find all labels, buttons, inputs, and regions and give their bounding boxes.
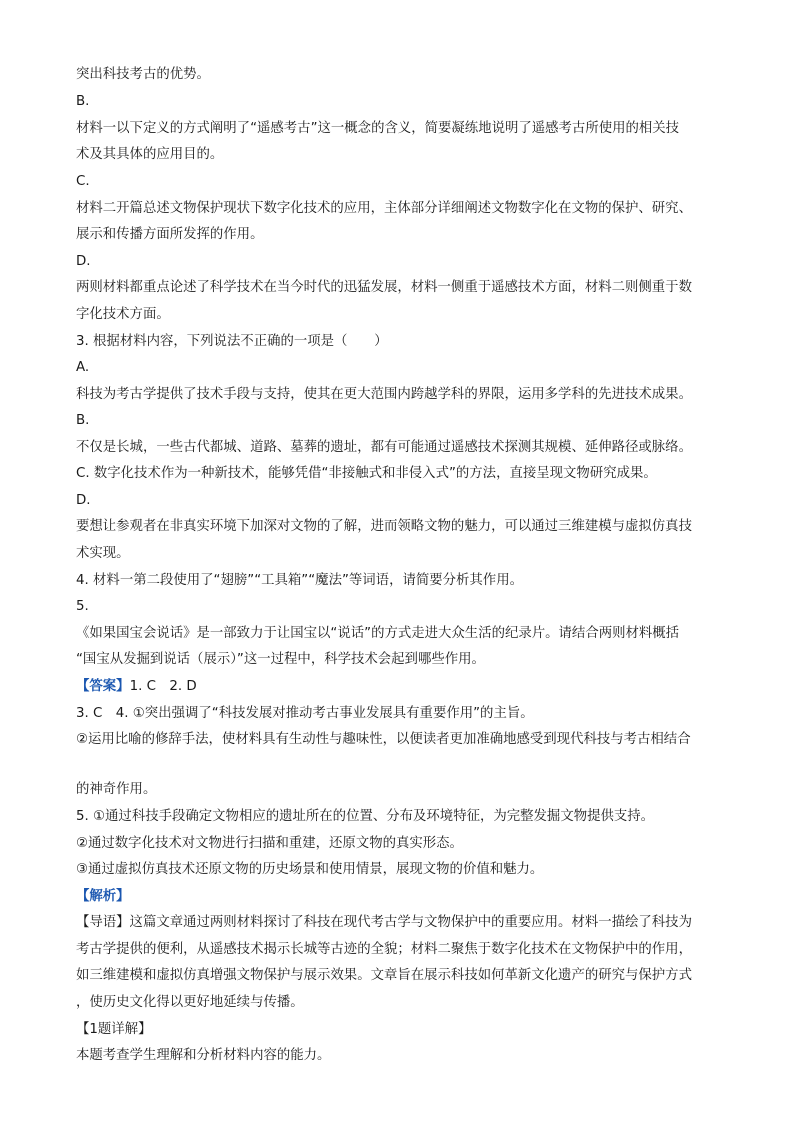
text-line: 字化技术方面。 <box>76 307 170 322</box>
option-label: D. <box>76 254 91 269</box>
answer-text: 1. C 2. D <box>129 679 197 694</box>
text-line: 两则材料都重点论述了科学技术在当今时代的迅猛发展，材料一侧重于遥感技术方面，材料二则侧重于数 <box>76 280 692 295</box>
option-label: A. <box>76 360 90 375</box>
answer-line: 5. ①通过科技手段确定文物相应的遗址所在的位置、分布及环境特征，为完整发掘文物提供支持。 <box>76 809 655 824</box>
text-line: 不仅是长城，一些古代都城、道路、墓葬的遗址，都有可能通过遥感技术探测其规模、延伸路径或脉络。 <box>76 440 692 455</box>
text-line: 术及其具体的应用目的。 <box>76 147 224 162</box>
guide-line: 【导语】这篇文章通过两则材料探讨了科技在现代考古学与文物保护中的重要应用。材料一描绘了科技为 <box>76 915 692 930</box>
text-line: 术实现。 <box>76 546 130 561</box>
option-label: D. <box>76 493 91 508</box>
answer-line: 的神奇作用。 <box>76 782 157 797</box>
question-3: 3. 根据材料内容，下列说法不正确的一项是（ ） <box>76 334 388 349</box>
option-label: C. <box>76 174 90 189</box>
answer-line: ②通过数字化技术对文物进行扫描和重建，还原文物的真实形态。 <box>76 836 463 851</box>
analysis-label: 【解析】 <box>76 889 130 904</box>
answer-line: 3. C 4. ①突出强调了“科技发展对推动考古事业发展具有重要作用”的主旨。 <box>76 706 534 721</box>
text-line: C. 数字化技术作为一种新技术，能够凭借“非接触式和非侵入式”的方法，直接呈现文物研究成果。 <box>76 466 657 481</box>
answer-label: 【答案】 <box>76 679 130 694</box>
answer-line <box>76 678 726 696</box>
question-5-label: 5. <box>76 599 89 614</box>
text-line: 材料一以下定义的方式阐明了“遥感考古”这一概念的含义，简要凝练地说明了遥感考古所使用的相关技 <box>76 121 680 136</box>
question-4: 4. 材料一第二段使用了“翅膀”“工具箱”“魔法”等词语，请简要分析其作用。 <box>76 573 523 588</box>
text-line: “国宝从发掘到说话（展示）”这一过程中，科学技术会起到哪些作用。 <box>76 652 485 667</box>
text-line: 《如果国宝会说话》是一部致力于让国宝以“说话”的方式走进大众生活的纪录片。请结合两则材料概括 <box>76 626 680 641</box>
text-line: 突出科技考古的优势。 <box>76 67 210 82</box>
text-line: 科技为考古学提供了技术手段与支持，使其在更大范围内跨越学科的界限，运用多学科的先进技术成果。 <box>76 387 692 402</box>
answer-line: ②运用比喻的修辞手法，使材料具有生动性与趣味性，以便读者更加准确地感受到现代科技与考古相结合 <box>76 732 691 747</box>
text-line: 展示和传播方面所发挥的作用。 <box>76 227 264 242</box>
option-label: B. <box>76 94 90 109</box>
answer-line: ③通过虚拟仿真技术还原文物的历史场景和使用情景，展现文物的价值和魅力。 <box>76 862 544 877</box>
detail-text: 本题考查学生理解和分析材料内容的能力。 <box>76 1048 331 1063</box>
text-line: 材料二开篇总述文物保护现状下数字化技术的应用，主体部分详细阐述文物数字化在文物的保护、研究、 <box>76 201 692 216</box>
text-line: 要想让参观者在非真实环境下加深对文物的了解，进而领略文物的魅力，可以通过三维建模与虚拟仿真技 <box>76 519 692 534</box>
guide-line: 如三维建模和虚拟仿真增强文物保护与展示效果。文章旨在展示科技如何革新文化遗产的研究与保护方式 <box>76 968 692 983</box>
guide-line: 考古学提供的便利，从遥感技术揭示长城等古迹的全貌；材料二聚焦于数字化技术在文物保护中的作用， <box>76 942 692 957</box>
detail-label: 【1题详解】 <box>76 1022 152 1037</box>
guide-line: ，使历史文化得以更好地延续与传播。 <box>76 995 304 1010</box>
option-label: B. <box>76 413 90 428</box>
